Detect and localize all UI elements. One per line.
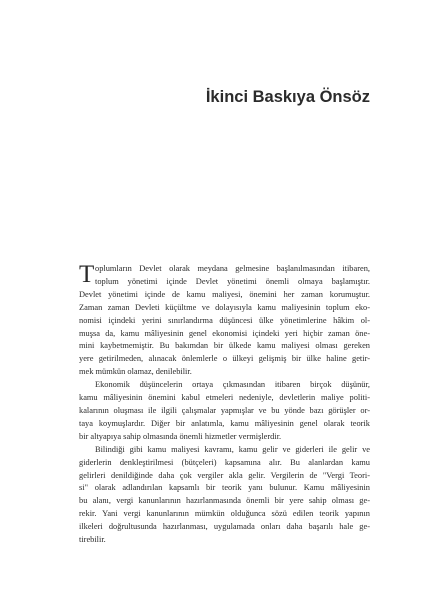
paragraph xyxy=(79,263,370,379)
text-line: giderlerin denkleştirilmesi (bütçeleri) kapsamına alır. Bu alanlardan kamu xyxy=(79,457,370,467)
text-line: si" olarak adlandırılan kapsamlı bir teorik yanı bulunur. Kamu mâliyesinin xyxy=(79,483,370,493)
text-line: gelirleri denildiğinde daha çok vergiler akla gelir. Vergilerin de "Vergi Teori- xyxy=(79,470,370,480)
text-line: ilkeleri doğrultusunda hazırlanması, uygulamada onları daha başarılı hale ge- xyxy=(79,522,370,532)
text-line: oplumların Devlet olarak meydana gelmesine başlanılmasından itibaren, xyxy=(95,264,370,273)
paragraph xyxy=(79,379,370,444)
text-line: mek mümkün olamaz, denilebilir. xyxy=(79,367,192,377)
text-line: kalarının oluşması ile ilgili çalışmalar yapmışlar ve bu yönde bazı görüşler or- xyxy=(79,405,370,415)
body-text xyxy=(79,263,370,547)
text-line: kamu mâliyesinin önemini kabul etmeleri nedeniyle, devletlerin maliye politi- xyxy=(79,393,370,403)
text-line: bir altyapıya sahip olmasında önemli hizmetler vermişlerdir. xyxy=(79,431,282,441)
text-line: toplum yönetimi içinde Devlet yönetimi önemli olmaya başlamıştır. xyxy=(95,276,370,286)
text-line: Ekonomik düşüncelerin ortaya çıkmasından itibaren birçok düşünür, xyxy=(95,380,370,390)
text-line: Bilindiği gibi kamu maliyesi kavramı, kamu gelir ve giderleri ile gelir ve xyxy=(95,444,370,454)
text-line: tirebilir. xyxy=(79,535,106,545)
drop-cap: T xyxy=(79,261,95,288)
text-line: Devlet yönetimi içinde de kamu maliyesi, önemini her zaman korumuştur. xyxy=(79,289,370,299)
text-line: bu alanı, vergi kanunlarının hazırlanmasında önemli bir yere sahip olması ge- xyxy=(79,496,370,506)
text-line: rekir. Yani vergi kanunlarının mümkün olduğunca sözü edilen teorik yapının xyxy=(79,509,370,519)
text-line: mini kaybetmemiştir. Bu bakımdan bir ülkede kamu maliyesi olması gereken xyxy=(79,341,370,351)
page-title: İkinci Baskıya Önsöz xyxy=(205,88,370,106)
text-line: nomisi içindeki yerini sınırlandırma düşüncesi ülke yönetimlerine hâkim ol- xyxy=(79,315,370,325)
text-line: Zaman zaman Devleti küçültme ve dolayısıyla kamu maliyesinin toplum eko- xyxy=(79,302,370,312)
text-line: taya koymuşlardır. Diğer bir anlatımla, kamu mâliyesinin genel olarak teorik xyxy=(79,418,370,428)
text-line: muşsa da, kamu mâliyesinin genel ekonomisi içindeki yeri hiçbir zaman öne- xyxy=(79,328,370,338)
paragraph xyxy=(79,444,370,547)
text-line: yere getirilmeden, alınacak önlemlerle o ülkeyi gelişmiş bir ülke haline getir- xyxy=(79,354,370,364)
